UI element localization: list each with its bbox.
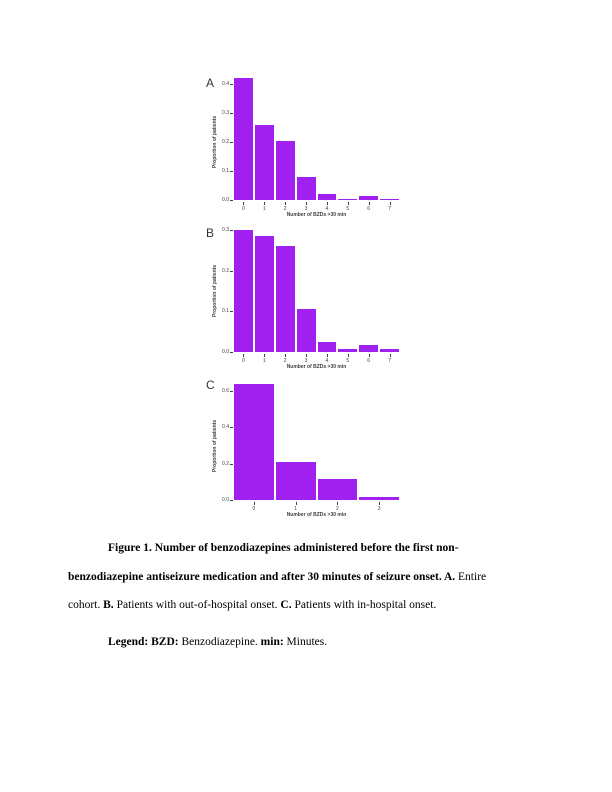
- caption-text-segment: B.: [103, 599, 114, 611]
- x-tick-label: 5: [346, 358, 350, 364]
- y-axis-title: Proportion of patients: [212, 419, 218, 472]
- x-tick-mark: [285, 354, 286, 357]
- x-tick-label: 6: [367, 206, 371, 212]
- x-tick-label: 0: [252, 506, 256, 512]
- y-tick-mark: [230, 311, 233, 312]
- x-tick-mark: [379, 502, 380, 505]
- x-tick-mark: [264, 202, 265, 205]
- y-tick-label: 0.2: [222, 139, 229, 145]
- caption-text-segment: Figure 1. Number of benzodiazepines administered before the first non-: [108, 542, 459, 554]
- bar-6: [359, 196, 378, 200]
- x-tick-mark: [327, 354, 328, 357]
- y-tick-mark: [230, 352, 233, 353]
- x-tick-mark: [390, 202, 391, 205]
- bar-4: [318, 194, 337, 200]
- bar-4: [318, 342, 337, 352]
- y-axis-title: Proportion of patients: [212, 115, 218, 169]
- y-tick-label: 0.0: [222, 197, 229, 203]
- caption-line: [68, 563, 558, 592]
- panel-label: C: [206, 378, 215, 392]
- panel-label: B: [206, 226, 215, 240]
- caption-text-segment: Entire: [455, 570, 487, 583]
- caption-text-segment: A.: [443, 570, 456, 583]
- bar-5: [338, 349, 357, 352]
- caption-text-segment: min:: [260, 636, 287, 648]
- bar-0: [234, 230, 253, 352]
- x-tick-mark: [337, 502, 338, 505]
- x-tick-label: 5: [346, 206, 350, 212]
- bar-2: [276, 246, 295, 352]
- bar-0: [234, 78, 253, 200]
- y-tick-label: 0.4: [222, 424, 229, 431]
- bar-1: [276, 462, 316, 500]
- bar-1: [255, 236, 274, 352]
- y-tick-mark: [230, 391, 233, 392]
- bar-7: [380, 199, 399, 200]
- y-tick-mark: [230, 230, 233, 231]
- x-tick-mark: [348, 354, 349, 357]
- x-tick-mark: [243, 202, 244, 205]
- x-tick-label: 6: [367, 358, 371, 364]
- x-tick-mark: [254, 502, 255, 505]
- x-tick-mark: [390, 354, 391, 357]
- y-tick-label: 0.2: [222, 267, 229, 274]
- y-tick-label: 0.0: [222, 497, 229, 503]
- bar-3: [297, 309, 316, 352]
- x-tick-label: 2: [283, 206, 287, 212]
- caption-text-segment: Benzodiazepine.: [181, 636, 261, 648]
- y-tick-label: 0.1: [222, 308, 229, 315]
- bar-6: [359, 345, 378, 352]
- caption-text-segment: Patients with out-of-hospital onset.: [113, 599, 281, 611]
- caption-text-segment: Legend:: [108, 636, 152, 648]
- panel-label: A: [206, 76, 215, 90]
- x-tick-mark: [348, 202, 349, 205]
- bar-2: [318, 479, 358, 500]
- bar-1: [255, 125, 274, 200]
- caption-line: [68, 534, 558, 563]
- bar-5: [338, 199, 357, 200]
- x-axis-title: Number of BZDs >30 min: [286, 212, 347, 218]
- x-tick-mark: [369, 202, 370, 205]
- bar-0: [234, 384, 274, 500]
- caption-text-segment: benzodiazepine antiseizure medication and after 30 minutes of seizure onset.: [68, 570, 444, 583]
- y-tick-label: 0.3: [222, 110, 229, 116]
- caption-line: [68, 628, 558, 657]
- x-tick-mark: [243, 354, 244, 357]
- y-tick-label: 0.0: [222, 349, 229, 355]
- caption-text-segment: Patients with in-hospital onset.: [291, 599, 437, 611]
- y-tick-mark: [230, 271, 233, 272]
- y-tick-label: 0.6: [222, 388, 229, 394]
- x-tick-mark: [327, 202, 328, 205]
- y-tick-mark: [230, 84, 233, 85]
- caption-text-segment: cohort.: [68, 599, 104, 611]
- x-tick-mark: [296, 502, 297, 505]
- y-tick-mark: [230, 464, 233, 465]
- x-tick-label: 4: [325, 206, 329, 212]
- figure-caption: [68, 534, 558, 620]
- x-tick-label: 7: [388, 358, 391, 364]
- x-tick-mark: [369, 354, 370, 357]
- chart-panel-C: [205, 375, 410, 523]
- y-axis-title: Proportion of patients: [212, 264, 218, 318]
- bar-3: [359, 497, 399, 500]
- x-tick-label: 7: [388, 206, 391, 212]
- y-tick-label: 0.4: [222, 81, 229, 87]
- y-tick-mark: [230, 427, 233, 428]
- caption-text-segment: Minutes.: [286, 636, 328, 648]
- x-tick-label: 1: [262, 206, 266, 212]
- x-tick-label: 3: [304, 358, 308, 364]
- caption-text-segment: BZD:: [151, 636, 182, 648]
- figure-legend: [68, 628, 558, 657]
- x-tick-label: 3: [377, 506, 381, 512]
- bar-7: [380, 349, 399, 352]
- bar-3: [297, 177, 316, 200]
- chart-panel-B: [205, 223, 410, 371]
- y-tick-label: 0.1: [222, 168, 229, 174]
- x-tick-label: 0: [242, 206, 245, 212]
- x-tick-label: 1: [294, 506, 298, 512]
- y-tick-label: 0.3: [222, 227, 229, 233]
- x-tick-label: 3: [304, 206, 308, 212]
- caption-text-segment: C.: [280, 599, 292, 611]
- x-axis-title: Number of BZDs >30 min: [286, 364, 347, 370]
- x-tick-mark: [285, 202, 286, 205]
- chart-panel-A: [205, 73, 410, 221]
- x-tick-label: 2: [283, 358, 287, 364]
- caption-line: [68, 591, 558, 620]
- y-tick-mark: [230, 113, 233, 114]
- x-tick-label: 0: [242, 358, 245, 364]
- x-tick-mark: [306, 354, 307, 357]
- y-tick-label: 0.2: [222, 460, 229, 467]
- bar-2: [276, 141, 295, 200]
- x-tick-label: 2: [335, 506, 339, 512]
- y-tick-mark: [230, 500, 233, 501]
- x-tick-mark: [264, 354, 265, 357]
- x-axis-title: Number of BZDs >30 min: [286, 512, 347, 518]
- y-tick-mark: [230, 142, 233, 143]
- y-tick-mark: [230, 171, 233, 172]
- x-tick-label: 4: [325, 358, 329, 364]
- y-tick-mark: [230, 200, 233, 201]
- x-tick-mark: [306, 202, 307, 205]
- x-tick-label: 1: [262, 358, 266, 364]
